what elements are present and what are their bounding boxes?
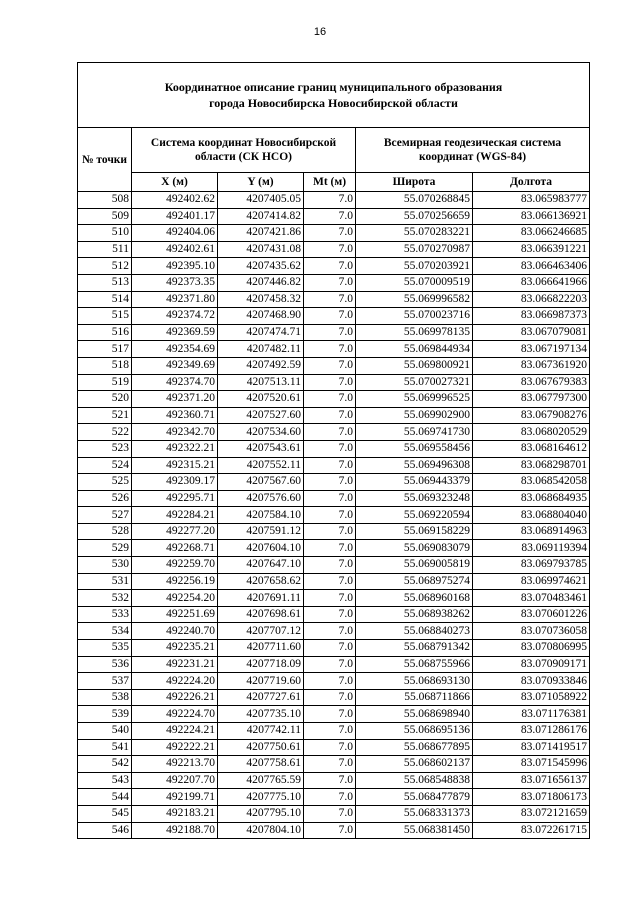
cell-lat: 55.068975274: [356, 573, 473, 590]
cell-lon: 83.070909171: [473, 656, 590, 673]
cell-point: 525: [78, 474, 132, 491]
cell-x: 492235.21: [132, 640, 218, 657]
cell-lon: 83.066641966: [473, 274, 590, 291]
cell-lon: 83.068804040: [473, 507, 590, 524]
cell-y: 4207707.12: [218, 623, 304, 640]
cell-x: 492284.21: [132, 507, 218, 524]
cell-point: 528: [78, 523, 132, 540]
table-row: [78, 490, 590, 507]
cell-y: 4207405.05: [218, 192, 304, 209]
cell-lon: 83.067197134: [473, 341, 590, 358]
cell-lat: 55.069800921: [356, 357, 473, 374]
cell-lon: 83.067797300: [473, 391, 590, 408]
cell-point: 539: [78, 706, 132, 723]
table-row: [78, 374, 590, 391]
cell-lon: 83.068164612: [473, 440, 590, 457]
cell-mt: 7.0: [304, 391, 356, 408]
table-row: [78, 673, 590, 690]
cell-lat: 55.069902900: [356, 407, 473, 424]
cell-y: 4207435.62: [218, 258, 304, 275]
cell-point: 526: [78, 490, 132, 507]
cell-x: 492251.69: [132, 606, 218, 623]
cell-mt: 7.0: [304, 540, 356, 557]
cell-point: 511: [78, 241, 132, 258]
cell-x: 492369.59: [132, 324, 218, 341]
cell-y: 4207567.60: [218, 474, 304, 491]
cell-point: 514: [78, 291, 132, 308]
cell-y: 4207758.61: [218, 756, 304, 773]
cell-y: 4207474.71: [218, 324, 304, 341]
cell-lon: 83.068684935: [473, 490, 590, 507]
table-row: [78, 241, 590, 258]
cell-lat: 55.068938262: [356, 606, 473, 623]
cell-point: 545: [78, 805, 132, 822]
cell-lon: 83.071286176: [473, 723, 590, 740]
cell-lon: 83.066463406: [473, 258, 590, 275]
cell-lat: 55.068960168: [356, 590, 473, 607]
cell-lon: 83.066391221: [473, 241, 590, 258]
cell-lat: 55.069496308: [356, 457, 473, 474]
cell-lon: 83.066987373: [473, 308, 590, 325]
table-row: [78, 357, 590, 374]
cell-lon: 83.069974621: [473, 573, 590, 590]
cell-x: 492395.10: [132, 258, 218, 275]
cell-y: 4207735.10: [218, 706, 304, 723]
table-row: [78, 391, 590, 408]
table-row: [78, 308, 590, 325]
col-header-x: X (м): [132, 173, 218, 192]
table-row: [78, 723, 590, 740]
cell-x: 492349.69: [132, 357, 218, 374]
cell-y: 4207446.82: [218, 274, 304, 291]
table-row: [78, 789, 590, 806]
cell-x: 492226.21: [132, 689, 218, 706]
cell-y: 4207513.11: [218, 374, 304, 391]
cell-point: 538: [78, 689, 132, 706]
cell-lon: 83.072121659: [473, 805, 590, 822]
table-caption: [78, 63, 590, 128]
cell-point: 537: [78, 673, 132, 690]
cell-lon: 83.068298701: [473, 457, 590, 474]
table-row: [78, 706, 590, 723]
cell-y: 4207698.61: [218, 606, 304, 623]
cell-point: 534: [78, 623, 132, 640]
cell-y: 4207414.82: [218, 208, 304, 225]
table-row: [78, 590, 590, 607]
cell-mt: 7.0: [304, 723, 356, 740]
cell-lon: 83.067361920: [473, 357, 590, 374]
cell-y: 4207534.60: [218, 424, 304, 441]
cell-x: 492373.35: [132, 274, 218, 291]
cell-lat: 55.068602137: [356, 756, 473, 773]
cell-lat: 55.068791342: [356, 640, 473, 657]
cell-mt: 7.0: [304, 357, 356, 374]
cell-mt: 7.0: [304, 590, 356, 607]
table-row: [78, 689, 590, 706]
table-row: [78, 606, 590, 623]
cell-mt: 7.0: [304, 706, 356, 723]
cell-x: 492224.20: [132, 673, 218, 690]
cell-mt: 7.0: [304, 324, 356, 341]
cell-point: 520: [78, 391, 132, 408]
cell-mt: 7.0: [304, 440, 356, 457]
table-row: [78, 805, 590, 822]
table-row: [78, 258, 590, 275]
cell-x: 492213.70: [132, 756, 218, 773]
cell-x: 492374.70: [132, 374, 218, 391]
cell-point: 518: [78, 357, 132, 374]
cell-point: 519: [78, 374, 132, 391]
cell-mt: 7.0: [304, 208, 356, 225]
cell-lon: 83.066136921: [473, 208, 590, 225]
cell-mt: 7.0: [304, 640, 356, 657]
table-row: [78, 225, 590, 242]
table-row: [78, 474, 590, 491]
cell-lat: 55.070270987: [356, 241, 473, 258]
cell-x: 492374.72: [132, 308, 218, 325]
cell-point: 509: [78, 208, 132, 225]
cell-y: 4207718.09: [218, 656, 304, 673]
cell-x: 492360.71: [132, 407, 218, 424]
table-row: [78, 440, 590, 457]
cell-lon: 83.071656137: [473, 772, 590, 789]
cell-point: 510: [78, 225, 132, 242]
cell-lat: 55.070268845: [356, 192, 473, 209]
cell-mt: 7.0: [304, 523, 356, 540]
cell-mt: 7.0: [304, 573, 356, 590]
cell-lat: 55.069443379: [356, 474, 473, 491]
cell-mt: 7.0: [304, 606, 356, 623]
cell-mt: 7.0: [304, 623, 356, 640]
cell-mt: 7.0: [304, 457, 356, 474]
cell-y: 4207421.86: [218, 225, 304, 242]
cell-y: 4207775.10: [218, 789, 304, 806]
cell-lat: 55.068381450: [356, 822, 473, 839]
cell-lon: 83.070483461: [473, 590, 590, 607]
cell-x: 492402.61: [132, 241, 218, 258]
cell-y: 4207727.61: [218, 689, 304, 706]
cell-lon: 83.071545996: [473, 756, 590, 773]
cell-lat: 55.069741730: [356, 424, 473, 441]
cell-x: 492277.20: [132, 523, 218, 540]
table-row: [78, 739, 590, 756]
cell-mt: 7.0: [304, 241, 356, 258]
cell-mt: 7.0: [304, 474, 356, 491]
cell-mt: 7.0: [304, 374, 356, 391]
cell-mt: 7.0: [304, 822, 356, 839]
cell-mt: 7.0: [304, 557, 356, 574]
cell-x: 492259.70: [132, 557, 218, 574]
caption-line-2: города Новосибирска Новосибирской области: [209, 96, 458, 110]
cell-y: 4207795.10: [218, 805, 304, 822]
cell-y: 4207750.61: [218, 739, 304, 756]
cell-x: 492224.21: [132, 723, 218, 740]
cell-x: 492199.71: [132, 789, 218, 806]
cell-x: 492231.21: [132, 656, 218, 673]
cell-lat: 55.068331373: [356, 805, 473, 822]
cell-lon: 83.069793785: [473, 557, 590, 574]
cell-point: 536: [78, 656, 132, 673]
cell-mt: 7.0: [304, 656, 356, 673]
cell-lon: 83.069119394: [473, 540, 590, 557]
cell-y: 4207492.59: [218, 357, 304, 374]
cell-lon: 83.067079081: [473, 324, 590, 341]
cell-point: 521: [78, 407, 132, 424]
table-row: [78, 540, 590, 557]
cell-mt: 7.0: [304, 772, 356, 789]
cell-y: 4207647.10: [218, 557, 304, 574]
table-row: [78, 507, 590, 524]
cell-lon: 83.071058922: [473, 689, 590, 706]
cell-x: 492371.20: [132, 391, 218, 408]
cell-y: 4207520.61: [218, 391, 304, 408]
cell-x: 492342.70: [132, 424, 218, 441]
cell-x: 492401.17: [132, 208, 218, 225]
cell-lat: 55.068840273: [356, 623, 473, 640]
col-header-mt: Mt (м): [304, 173, 356, 192]
cell-y: 4207527.60: [218, 407, 304, 424]
cell-x: 492188.70: [132, 822, 218, 839]
cell-lon: 83.071419517: [473, 739, 590, 756]
cell-y: 4207552.11: [218, 457, 304, 474]
cell-lat: 55.069558456: [356, 440, 473, 457]
table-row: [78, 424, 590, 441]
cell-mt: 7.0: [304, 789, 356, 806]
cell-y: 4207711.60: [218, 640, 304, 657]
cell-lat: 55.068693130: [356, 673, 473, 690]
table-row: [78, 557, 590, 574]
cell-lat: 55.068711866: [356, 689, 473, 706]
table-body: [78, 192, 590, 839]
cell-x: 492315.21: [132, 457, 218, 474]
cell-point: 523: [78, 440, 132, 457]
cell-x: 492183.21: [132, 805, 218, 822]
cell-x: 492268.71: [132, 540, 218, 557]
cell-lon: 83.070601226: [473, 606, 590, 623]
cell-lat: 55.070283221: [356, 225, 473, 242]
cell-lon: 83.071176381: [473, 706, 590, 723]
cell-mt: 7.0: [304, 673, 356, 690]
table-row: [78, 623, 590, 640]
table-row: [78, 324, 590, 341]
caption-line-1: Координатное описание границ муниципального образования: [164, 80, 503, 94]
group-header-local: Система координат Новосибирской области (СК НСО): [132, 128, 356, 173]
col-header-y: Y (м): [218, 173, 304, 192]
cell-lat: 55.069844934: [356, 341, 473, 358]
cell-mt: 7.0: [304, 407, 356, 424]
cell-mt: 7.0: [304, 490, 356, 507]
table-row: [78, 756, 590, 773]
table-row: [78, 772, 590, 789]
cell-lat: 55.070203921: [356, 258, 473, 275]
cell-x: 492254.20: [132, 590, 218, 607]
cell-x: 492404.06: [132, 225, 218, 242]
cell-lon: 83.068914963: [473, 523, 590, 540]
table-row: [78, 208, 590, 225]
cell-lat: 55.070023716: [356, 308, 473, 325]
cell-y: 4207468.90: [218, 308, 304, 325]
table-row: [78, 822, 590, 839]
cell-point: 522: [78, 424, 132, 441]
cell-point: 527: [78, 507, 132, 524]
cell-x: 492322.21: [132, 440, 218, 457]
table-row: [78, 523, 590, 540]
cell-lon: 83.067908276: [473, 407, 590, 424]
cell-lat: 55.068548838: [356, 772, 473, 789]
cell-lat: 55.069978135: [356, 324, 473, 341]
cell-lon: 83.065983777: [473, 192, 590, 209]
cell-point: 515: [78, 308, 132, 325]
cell-lon: 83.068542058: [473, 474, 590, 491]
cell-point: 531: [78, 573, 132, 590]
cell-mt: 7.0: [304, 424, 356, 441]
cell-lon: 83.070933846: [473, 673, 590, 690]
table-row: [78, 341, 590, 358]
cell-y: 4207691.11: [218, 590, 304, 607]
cell-lon: 83.071806173: [473, 789, 590, 806]
cell-y: 4207482.11: [218, 341, 304, 358]
cell-point: 513: [78, 274, 132, 291]
cell-point: 530: [78, 557, 132, 574]
cell-y: 4207804.10: [218, 822, 304, 839]
cell-point: 542: [78, 756, 132, 773]
cell-mt: 7.0: [304, 225, 356, 242]
cell-point: 517: [78, 341, 132, 358]
cell-mt: 7.0: [304, 805, 356, 822]
cell-mt: 7.0: [304, 689, 356, 706]
cell-lat: 55.069005819: [356, 557, 473, 574]
cell-y: 4207543.61: [218, 440, 304, 457]
cell-y: 4207584.10: [218, 507, 304, 524]
cell-point: 516: [78, 324, 132, 341]
table-row: [78, 192, 590, 209]
cell-y: 4207719.60: [218, 673, 304, 690]
cell-lon: 83.066246685: [473, 225, 590, 242]
cell-point: 540: [78, 723, 132, 740]
cell-point: 512: [78, 258, 132, 275]
cell-mt: 7.0: [304, 739, 356, 756]
cell-mt: 7.0: [304, 308, 356, 325]
cell-point: 524: [78, 457, 132, 474]
cell-y: 4207458.32: [218, 291, 304, 308]
table-row: [78, 573, 590, 590]
cell-point: 532: [78, 590, 132, 607]
cell-x: 492224.70: [132, 706, 218, 723]
cell-y: 4207576.60: [218, 490, 304, 507]
table-row: [78, 640, 590, 657]
cell-x: 492222.21: [132, 739, 218, 756]
cell-lat: 55.069083079: [356, 540, 473, 557]
table-row: [78, 291, 590, 308]
page-number: 16: [313, 26, 327, 38]
col-header-lat: Широта: [356, 173, 473, 192]
coordinates-table: [77, 62, 590, 839]
cell-x: 492354.69: [132, 341, 218, 358]
cell-lat: 55.068755966: [356, 656, 473, 673]
table-row: [78, 656, 590, 673]
group-header-wgs: Всемирная геодезическая система координат (WGS-84): [356, 128, 590, 173]
cell-x: 492402.62: [132, 192, 218, 209]
cell-y: 4207431.08: [218, 241, 304, 258]
table-row: [78, 274, 590, 291]
cell-y: 4207765.59: [218, 772, 304, 789]
cell-x: 492295.71: [132, 490, 218, 507]
cell-mt: 7.0: [304, 192, 356, 209]
cell-lat: 55.070256659: [356, 208, 473, 225]
cell-lat: 55.069220594: [356, 507, 473, 524]
cell-lon: 83.070736058: [473, 623, 590, 640]
cell-point: 529: [78, 540, 132, 557]
cell-lat: 55.068477879: [356, 789, 473, 806]
cell-point: 508: [78, 192, 132, 209]
cell-y: 4207591.12: [218, 523, 304, 540]
cell-point: 544: [78, 789, 132, 806]
cell-lat: 55.068698940: [356, 706, 473, 723]
cell-lon: 83.066822203: [473, 291, 590, 308]
cell-point: 533: [78, 606, 132, 623]
cell-lon: 83.067679383: [473, 374, 590, 391]
cell-lat: 55.069996525: [356, 391, 473, 408]
cell-y: 4207658.62: [218, 573, 304, 590]
cell-lat: 55.069158229: [356, 523, 473, 540]
cell-y: 4207742.11: [218, 723, 304, 740]
cell-x: 492309.17: [132, 474, 218, 491]
cell-lat: 55.070027321: [356, 374, 473, 391]
cell-x: 492240.70: [132, 623, 218, 640]
cell-x: 492256.19: [132, 573, 218, 590]
cell-lat: 55.068695136: [356, 723, 473, 740]
cell-mt: 7.0: [304, 274, 356, 291]
cell-point: 543: [78, 772, 132, 789]
cell-mt: 7.0: [304, 341, 356, 358]
cell-mt: 7.0: [304, 291, 356, 308]
cell-mt: 7.0: [304, 258, 356, 275]
cell-lat: 55.068677895: [356, 739, 473, 756]
cell-mt: 7.0: [304, 507, 356, 524]
cell-lat: 55.069996582: [356, 291, 473, 308]
cell-x: 492207.70: [132, 772, 218, 789]
cell-point: 535: [78, 640, 132, 657]
cell-lat: 55.069323248: [356, 490, 473, 507]
cell-point: 546: [78, 822, 132, 839]
cell-y: 4207604.10: [218, 540, 304, 557]
cell-lon: 83.072261715: [473, 822, 590, 839]
cell-mt: 7.0: [304, 756, 356, 773]
cell-lon: 83.070806995: [473, 640, 590, 657]
table-row: [78, 407, 590, 424]
cell-x: 492371.80: [132, 291, 218, 308]
col-header-lon: Долгота: [473, 173, 590, 192]
table-row: [78, 457, 590, 474]
cell-point: 541: [78, 739, 132, 756]
col-header-point: № точки: [78, 128, 132, 192]
cell-lat: 55.070009519: [356, 274, 473, 291]
cell-lon: 83.068020529: [473, 424, 590, 441]
